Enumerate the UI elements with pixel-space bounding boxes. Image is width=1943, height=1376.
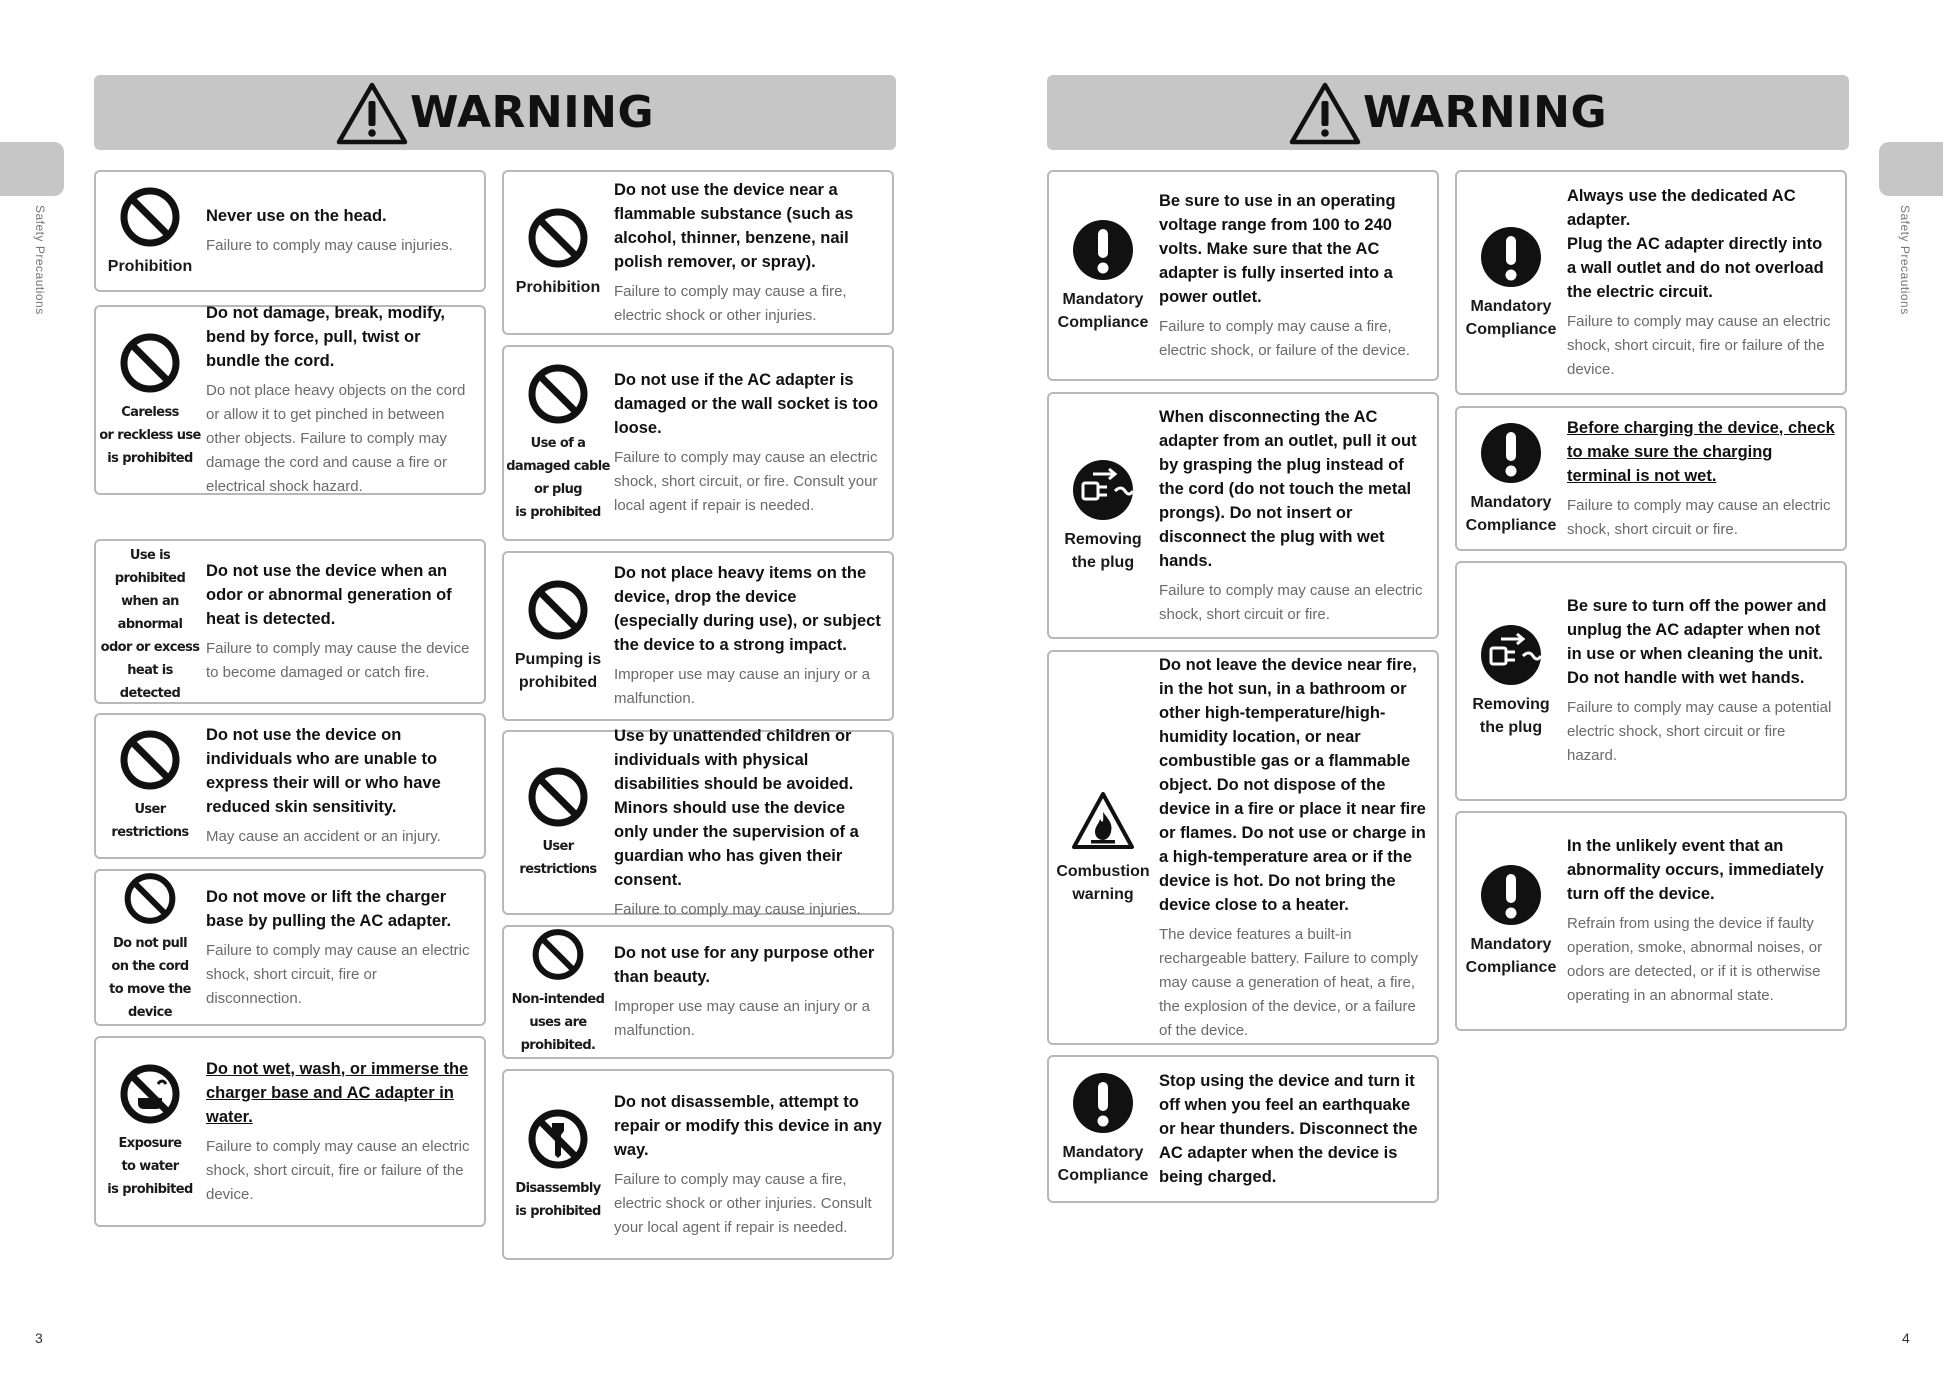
warning-symbol (504, 1071, 612, 1258)
warning-description: Failure to comply may cause injuries. (206, 237, 453, 254)
warning-symbol (504, 347, 612, 539)
warning-banner (94, 75, 896, 150)
warning-text (614, 172, 882, 333)
warning-text (206, 304, 474, 495)
warning-card (1047, 650, 1439, 1045)
warning-banner (1047, 75, 1849, 150)
warning-text (1159, 172, 1427, 379)
warning-card (1455, 811, 1847, 1031)
warning-description: The device features a built-in rechargeable battery. Failure to comply may cause a generation of heat, a fire, the explosion of the device, or a failure of the device. (1159, 925, 1419, 1039)
warning-symbol (96, 1038, 204, 1225)
right-page (978, 0, 1943, 1376)
warning-card (502, 1069, 894, 1260)
warning-triangle-icon (336, 81, 408, 145)
prohibition-icon (118, 331, 182, 395)
warning-symbol (1049, 172, 1157, 379)
warning-heading: Do not use the device on individuals who are unable to express their will or who have reduced skin sensitivity. (206, 726, 441, 816)
warning-description: Failure to comply may cause the device to become damaged or catch fire. (206, 639, 470, 681)
warning-card (502, 170, 894, 335)
warning-card (1455, 406, 1847, 551)
warning-text (1567, 172, 1835, 393)
warning-symbol (1049, 652, 1157, 1043)
warning-card (502, 726, 894, 918)
no-water-icon (118, 1062, 182, 1126)
warning-card (94, 869, 486, 1026)
symbol-label: Prohibition (515, 279, 601, 296)
warning-card (94, 713, 486, 859)
mandatory-icon (1479, 421, 1543, 485)
warning-card (502, 345, 894, 541)
warning-heading: Always use the dedicated AC adapter. Plug the AC adapter directly into a wall outlet and do not overload the electric circuit. (1567, 186, 1824, 301)
prohibition-icon (526, 206, 590, 270)
prohibition-icon (526, 765, 590, 829)
symbol-label: Removing the plug (1064, 530, 1142, 571)
warning-text (1159, 1057, 1427, 1201)
warning-text (1567, 813, 1835, 1029)
page-number: 4 (1902, 1330, 1910, 1346)
symbol-label: Combustion warning (1056, 862, 1150, 903)
warning-text (206, 541, 474, 702)
warning-heading: Do not move or lift the charger base by pulling the AC adapter. (206, 887, 452, 930)
symbol-label: Mandatory Compliance (1465, 297, 1557, 338)
symbol-label: Removing the plug (1472, 696, 1550, 736)
warning-card (502, 551, 894, 721)
warning-symbol (96, 871, 204, 1024)
warning-text (614, 927, 882, 1057)
warning-heading: Do not use the device near a flammable substance (such as alcohol, thinner, benzene, nail polish remover, or spray). (614, 180, 854, 271)
warning-description: Failure to comply may cause an electric shock, short circuit, fire or failure of the device. (1567, 312, 1831, 378)
warning-card (1455, 561, 1847, 801)
warning-heading: Do not leave the device near fire, in the hot sun, in a bathroom or other high-temperature/high-humidity location, or near combustible gas or a flammable object. Do not dispose of the device in a fire or place it near fire or flames. Do not use or charge in a high-temperature area or if the device is hot. Do not bring the device close to a heater. (1159, 655, 1426, 914)
warning-card (1047, 170, 1439, 381)
warning-card (94, 539, 486, 704)
symbol-label: Careless or reckless use is prohibited (99, 404, 201, 466)
warning-card (94, 170, 486, 292)
warning-text (1567, 408, 1835, 549)
warning-heading: Use by unattended children or individuals with physical disabilities should be avoided. Minors should use the device only under the supervision of a guardian who has given their consent. (614, 726, 859, 889)
no-disassembly-icon (526, 1107, 590, 1171)
unplug-icon (1479, 623, 1543, 687)
symbol-label: Non-intended uses are prohibited. (511, 992, 605, 1053)
warning-text (1159, 652, 1427, 1043)
warning-text (614, 347, 882, 539)
warning-text (614, 1071, 882, 1258)
warning-description: Failure to comply may cause a potential electric shock, short circuit or fire hazard. (1567, 699, 1832, 764)
warning-symbol (1049, 1057, 1157, 1201)
warning-description: Refrain from using the device if faulty operation, smoke, abnormal noises, or odors are detected, or if it is otherwise operating in an abnormal state. (1567, 915, 1823, 1004)
prohibition-icon (118, 728, 182, 792)
warning-description: Failure to comply may cause a fire, electric shock, or failure of the device. (1159, 317, 1410, 359)
warning-symbol (504, 732, 612, 913)
warning-card (1455, 170, 1847, 395)
warning-heading: In the unlikely event that an abnormality occurs, immediately turn off the device. (1567, 837, 1824, 903)
warning-description: Improper use may cause an injury or a malfunction. (614, 666, 870, 707)
warning-symbol (504, 927, 612, 1057)
prohibition-icon (526, 362, 590, 426)
warning-card (1047, 1055, 1439, 1203)
symbol-label: Exposure to water is prohibited (107, 1136, 193, 1197)
warning-description: Improper use may cause an injury or a malfunction. (614, 998, 870, 1039)
warning-description: Failure to comply may cause an electric shock, short circuit or fire. (1567, 496, 1831, 538)
warning-symbol (96, 715, 204, 857)
warning-description: Failure to comply may cause an electric shock, short circuit, fire or failure of the device. (206, 1137, 470, 1203)
warning-text (206, 715, 474, 857)
warning-description: Do not place heavy objects on the cord or allow it to get pinched in between other objects. Failure to comply may damage the cord and cause a fire or electrical shock hazard. (206, 382, 466, 495)
warning-heading: Do not disassemble, attempt to repair or modify this device in any way. (614, 1092, 882, 1159)
warning-symbol (1457, 813, 1565, 1029)
warning-card (94, 305, 486, 495)
fire-warning-icon (1071, 790, 1135, 854)
warning-text (206, 1038, 474, 1225)
warning-text (206, 172, 474, 290)
warning-text (1159, 394, 1427, 637)
warning-description: Failure to comply may cause an electric shock, short circuit or fire. (1159, 581, 1423, 623)
warning-text (614, 553, 882, 719)
warning-symbol (1457, 408, 1565, 549)
warning-description: Failure to comply may cause injuries. (614, 900, 861, 918)
warning-heading: Do not use the device when an odor or abnormal generation of heat is detected. (206, 561, 452, 628)
warning-heading: When disconnecting the AC adapter from an outlet, pull it out by grasping the plug instead of the cord (do not touch the metal prongs). Do not insert or disconnect the plug with wet hands. (1159, 407, 1417, 570)
warning-symbol (96, 541, 204, 702)
banner-title: WARNING (1362, 87, 1608, 138)
warning-symbol (504, 172, 612, 333)
warning-heading: Before charging the device, check to make sure the charging terminal is not wet. (1567, 418, 1835, 485)
warning-description: Failure to comply may cause a fire, electric shock or other injuries. (614, 282, 847, 324)
symbol-label: Mandatory Compliance (1465, 493, 1557, 534)
warning-heading: Do not place heavy items on the device, drop the device (especially during use), or subject the device to a strong impact. (614, 564, 881, 654)
warning-card (502, 925, 894, 1059)
section-label-right: Safety Precautions (1898, 205, 1912, 315)
symbol-label: Prohibition (107, 257, 193, 275)
prohibition-icon (526, 578, 590, 642)
symbol-label: Use of a damaged cable or plug is prohibited (506, 436, 610, 520)
warning-description: Failure to comply may cause an electric shock, short circuit, fire or disconnection. (206, 941, 470, 1007)
warning-description: May cause an accident or an injury. (206, 828, 441, 845)
warning-heading: Do not use for any purpose other than beauty. (614, 944, 875, 986)
warning-symbol (504, 553, 612, 719)
warning-heading: Never use on the head. (206, 207, 387, 225)
symbol-label: Pumping is prohibited (514, 651, 602, 691)
symbol-label: Use is prohibited when an abnormal odor or excess heat is detected (100, 548, 200, 701)
unplug-icon (1071, 458, 1135, 522)
symbol-label: Mandatory Compliance (1057, 290, 1149, 331)
symbol-label: Disassembly is prohibited (515, 1180, 601, 1219)
warning-triangle-icon (1289, 81, 1361, 145)
warning-text (1567, 563, 1835, 799)
mandatory-icon (1071, 218, 1135, 282)
symbol-label: Mandatory Compliance (1465, 936, 1557, 976)
symbol-label: User restrictions (111, 802, 189, 840)
symbol-label: Do not pull on the cord to move the device (109, 936, 191, 1020)
warning-description: Failure to comply may cause an electric shock, short circuit, or fire. Consult your local agent if repair is needed. (614, 449, 878, 514)
section-label-left: Safety Precautions (33, 205, 47, 315)
warning-heading: Do not damage, break, modify, bend by force, pull, twist or bundle the cord. (206, 304, 445, 370)
warning-symbol (96, 307, 204, 493)
warning-heading: Do not wet, wash, or immerse the charger base and AC adapter in water. (206, 1059, 469, 1126)
warning-heading: Do not use if the AC adapter is damaged or the wall socket is too loose. (614, 371, 879, 437)
warning-symbol (1457, 563, 1565, 799)
warning-text (614, 726, 882, 918)
warning-heading: Be sure to use in an operating voltage range from 100 to 240 volts. Make sure that the AC adapter is fully inserted into a power outlet. (1159, 191, 1396, 306)
warning-card (94, 1036, 486, 1227)
symbol-label: Mandatory Compliance (1057, 1144, 1149, 1184)
warning-description: Failure to comply may cause a fire, electric shock or other injuries. Consult your local agent if repair is needed. (614, 1170, 872, 1236)
prohibition-icon (526, 927, 590, 982)
mandatory-icon (1071, 1071, 1135, 1135)
warning-symbol (1049, 394, 1157, 637)
page-number: 3 (35, 1330, 43, 1346)
left-page (0, 0, 965, 1376)
warning-text (206, 871, 474, 1024)
mandatory-icon (1479, 863, 1543, 927)
warning-heading: Be sure to turn off the power and unplug the AC adapter when not in use or when cleaning the unit. Do not handle with wet hands. (1567, 597, 1827, 687)
prohibition-icon (118, 185, 182, 249)
prohibition-icon (118, 871, 182, 926)
symbol-label: User restrictions (519, 838, 597, 877)
warning-card (1047, 392, 1439, 639)
warning-heading: Stop using the device and turn it off when you feel an earthquake or hear thunders. Disconnect the AC adapter when the device is being charged. (1159, 1072, 1418, 1186)
warning-symbol (1457, 172, 1565, 393)
banner-title: WARNING (409, 87, 655, 138)
warning-symbol (96, 172, 204, 290)
mandatory-icon (1479, 225, 1543, 289)
